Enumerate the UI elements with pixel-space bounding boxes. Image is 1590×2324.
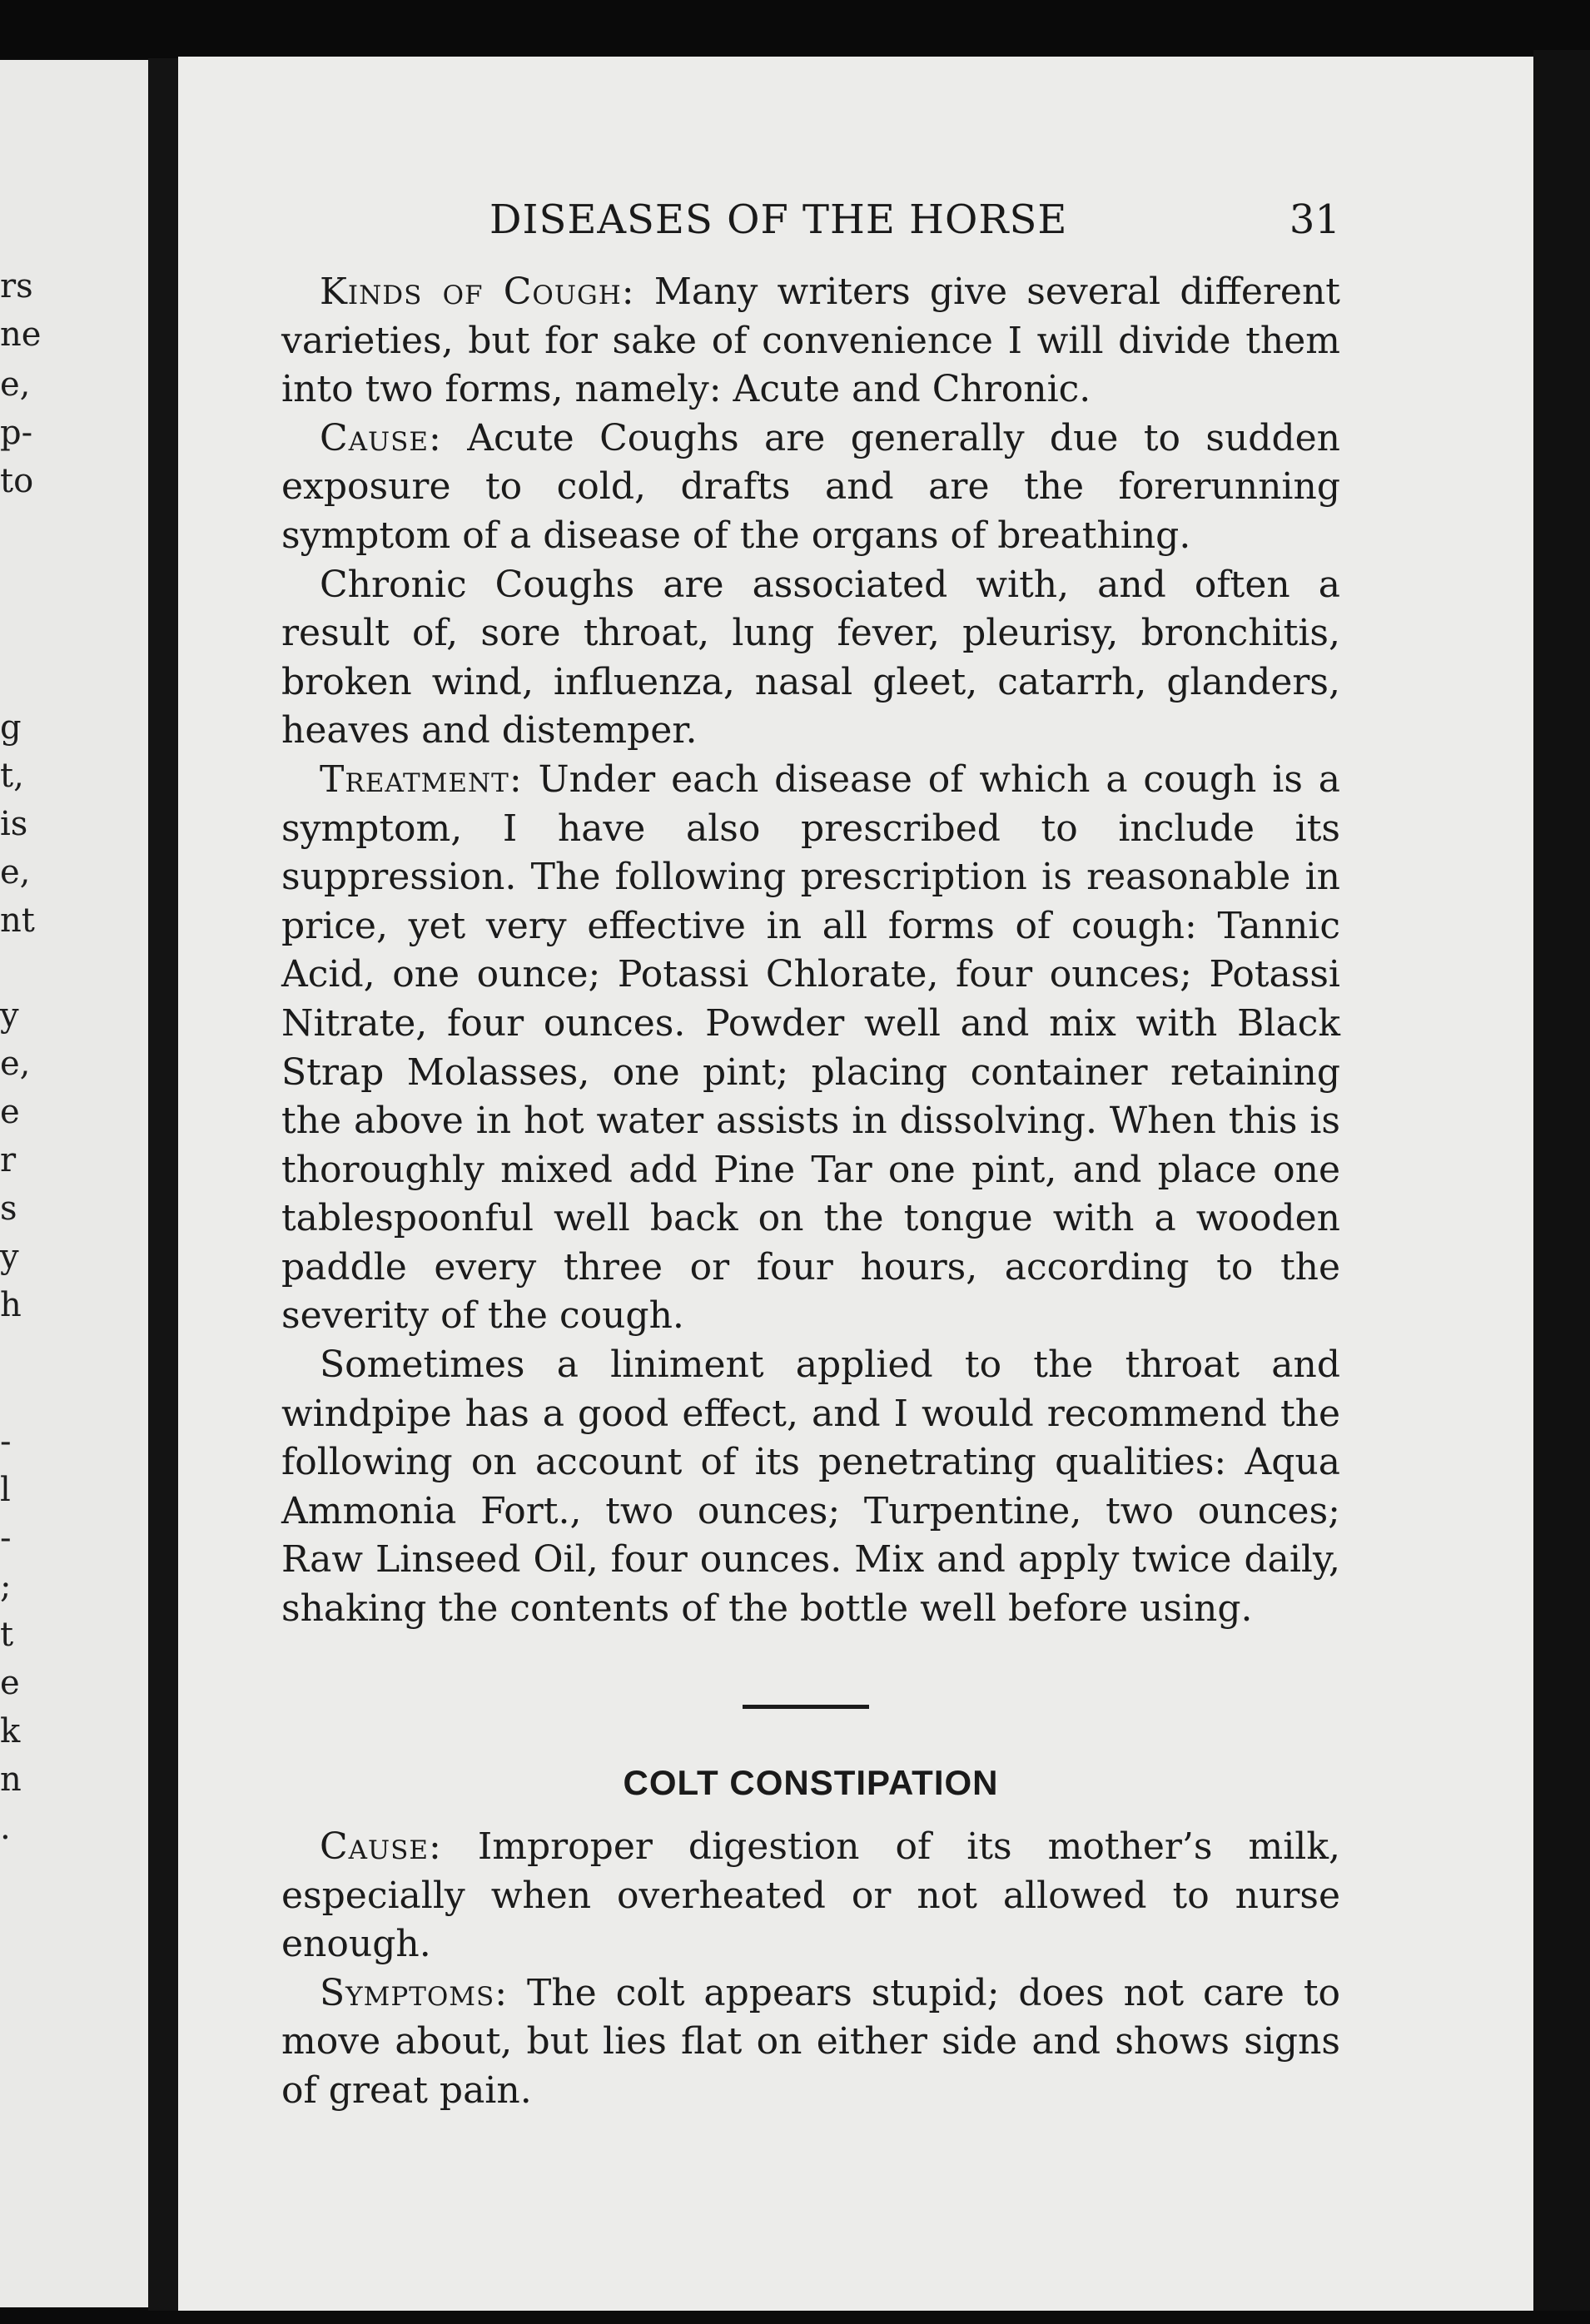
running-header <box>281 196 1340 246</box>
scan-bottom-border <box>0 2311 1590 2324</box>
paragraph-lead: Cause: <box>320 416 442 459</box>
facing-page-fragment: t, <box>0 757 24 795</box>
paragraph <box>281 1823 1340 1969</box>
scan-right-border <box>1533 50 1590 2324</box>
paragraph-lead: Symptoms: <box>320 1971 509 2014</box>
paragraph <box>281 268 1340 415</box>
facing-page-fragment: e <box>0 1664 20 1702</box>
paragraph-lead: Cause: <box>320 1825 442 1868</box>
facing-page-fragment: s <box>0 1189 17 1228</box>
paragraph <box>281 415 1340 561</box>
paragraph <box>281 1341 1340 1634</box>
section-text <box>281 1823 1340 2116</box>
facing-page-fragment: e, <box>0 1045 31 1083</box>
facing-page-fragment: n <box>0 1760 22 1799</box>
paragraph-text: Many writers give several different varieties, but for sake of convenience I will divide them into two forms, namely: Acute and Chronic. <box>281 271 1340 411</box>
paragraph-lead: Kinds of Cough: <box>320 271 635 313</box>
paragraph-lead: Treatment: <box>320 757 523 801</box>
facing-page-fragment: y <box>0 996 19 1035</box>
paragraph-text: The colt appears stupid; does not care to move about, but lies flat on either side and shows signs of great pain. <box>281 1971 1340 2112</box>
section-title: COLT CONSTIPATION <box>623 1763 999 1802</box>
scan-top-border <box>0 0 1590 58</box>
facing-page-fragment: to <box>0 462 34 500</box>
facing-page-fragment: . <box>0 1809 11 1847</box>
facing-page-fragment: ne <box>0 315 42 354</box>
section-divider <box>743 1705 869 1709</box>
facing-page-fragment: e, <box>0 365 31 404</box>
facing-page-edge <box>0 60 148 2307</box>
facing-page-fragment: ; <box>0 1567 12 1606</box>
paragraph-text: Under each disease of which a cough is a symptom, I have also prescribed to include its suppression. The following prescription is reasonable in price, yet very effective in all forms of cough: Tannic Acid, one ounce; Potassi Chlorate, four ounces; Potassi Nitrate, four ounces. Powder well and mix with Black Strap Molasses, one pint; placing container retaining the above in hot water assists in dissolving. When this is thoroughly mixed add Pine Tar one pint, and place one tablespoonful well back on the tongue with a wooden paddle every three or four hours, according to the severity of the cough. <box>281 757 1340 1338</box>
facing-page-fragment: rs <box>0 267 33 305</box>
main-text <box>281 268 1340 1634</box>
facing-page-fragment: g <box>0 708 22 747</box>
facing-page-fragment: l <box>0 1471 11 1509</box>
facing-page-fragment: e <box>0 1093 20 1131</box>
facing-page-fragment: p- <box>0 414 33 452</box>
paragraph <box>281 561 1340 756</box>
facing-page-fragment: - <box>0 1423 12 1461</box>
paragraph-text: Improper digestion of its mother’s milk, especially when overheated or not allowed to nurse enough. <box>281 1825 1340 1966</box>
facing-page-fragment: t <box>0 1616 14 1654</box>
facing-page-fragment: h <box>0 1286 22 1324</box>
facing-page-fragment: k <box>0 1712 21 1750</box>
paragraph <box>281 756 1340 1341</box>
paragraph-text: Chronic Coughs are associated with, and often a result of, sore throat, lung fever, pleurisy, bronchitis, broken wind, influenza, nasal gleet, catarrh, glanders, heaves and distemper. <box>281 563 1340 752</box>
paragraph-text: Sometimes a liniment applied to the throat and windpipe has a good effect, and I would recommend the following on account of its penetrating qualities: Aqua Ammonia Fort., two ounces; Turpentine, two ounces; Raw Linseed Oil, four ounces. Mix and apply twice daily, shaking the contents of the bottle well before using. <box>281 1343 1340 1631</box>
running-title: DISEASES OF THE HORSE <box>489 196 1068 243</box>
facing-page-fragment: r <box>0 1141 17 1179</box>
facing-page-fragment: is <box>0 805 28 843</box>
facing-page-fragment: e, <box>0 853 31 891</box>
facing-page-fragment: nt <box>0 901 35 940</box>
facing-page-fragment: - <box>0 1519 12 1557</box>
facing-page-fragment: y <box>0 1238 19 1276</box>
page-number: 31 <box>1289 196 1340 243</box>
paragraph-text: Acute Coughs are generally due to sudden exposure to cold, drafts and are the forerunning symptom of a disease of the organs of breathing. <box>281 416 1340 557</box>
paragraph <box>281 1969 1340 2116</box>
